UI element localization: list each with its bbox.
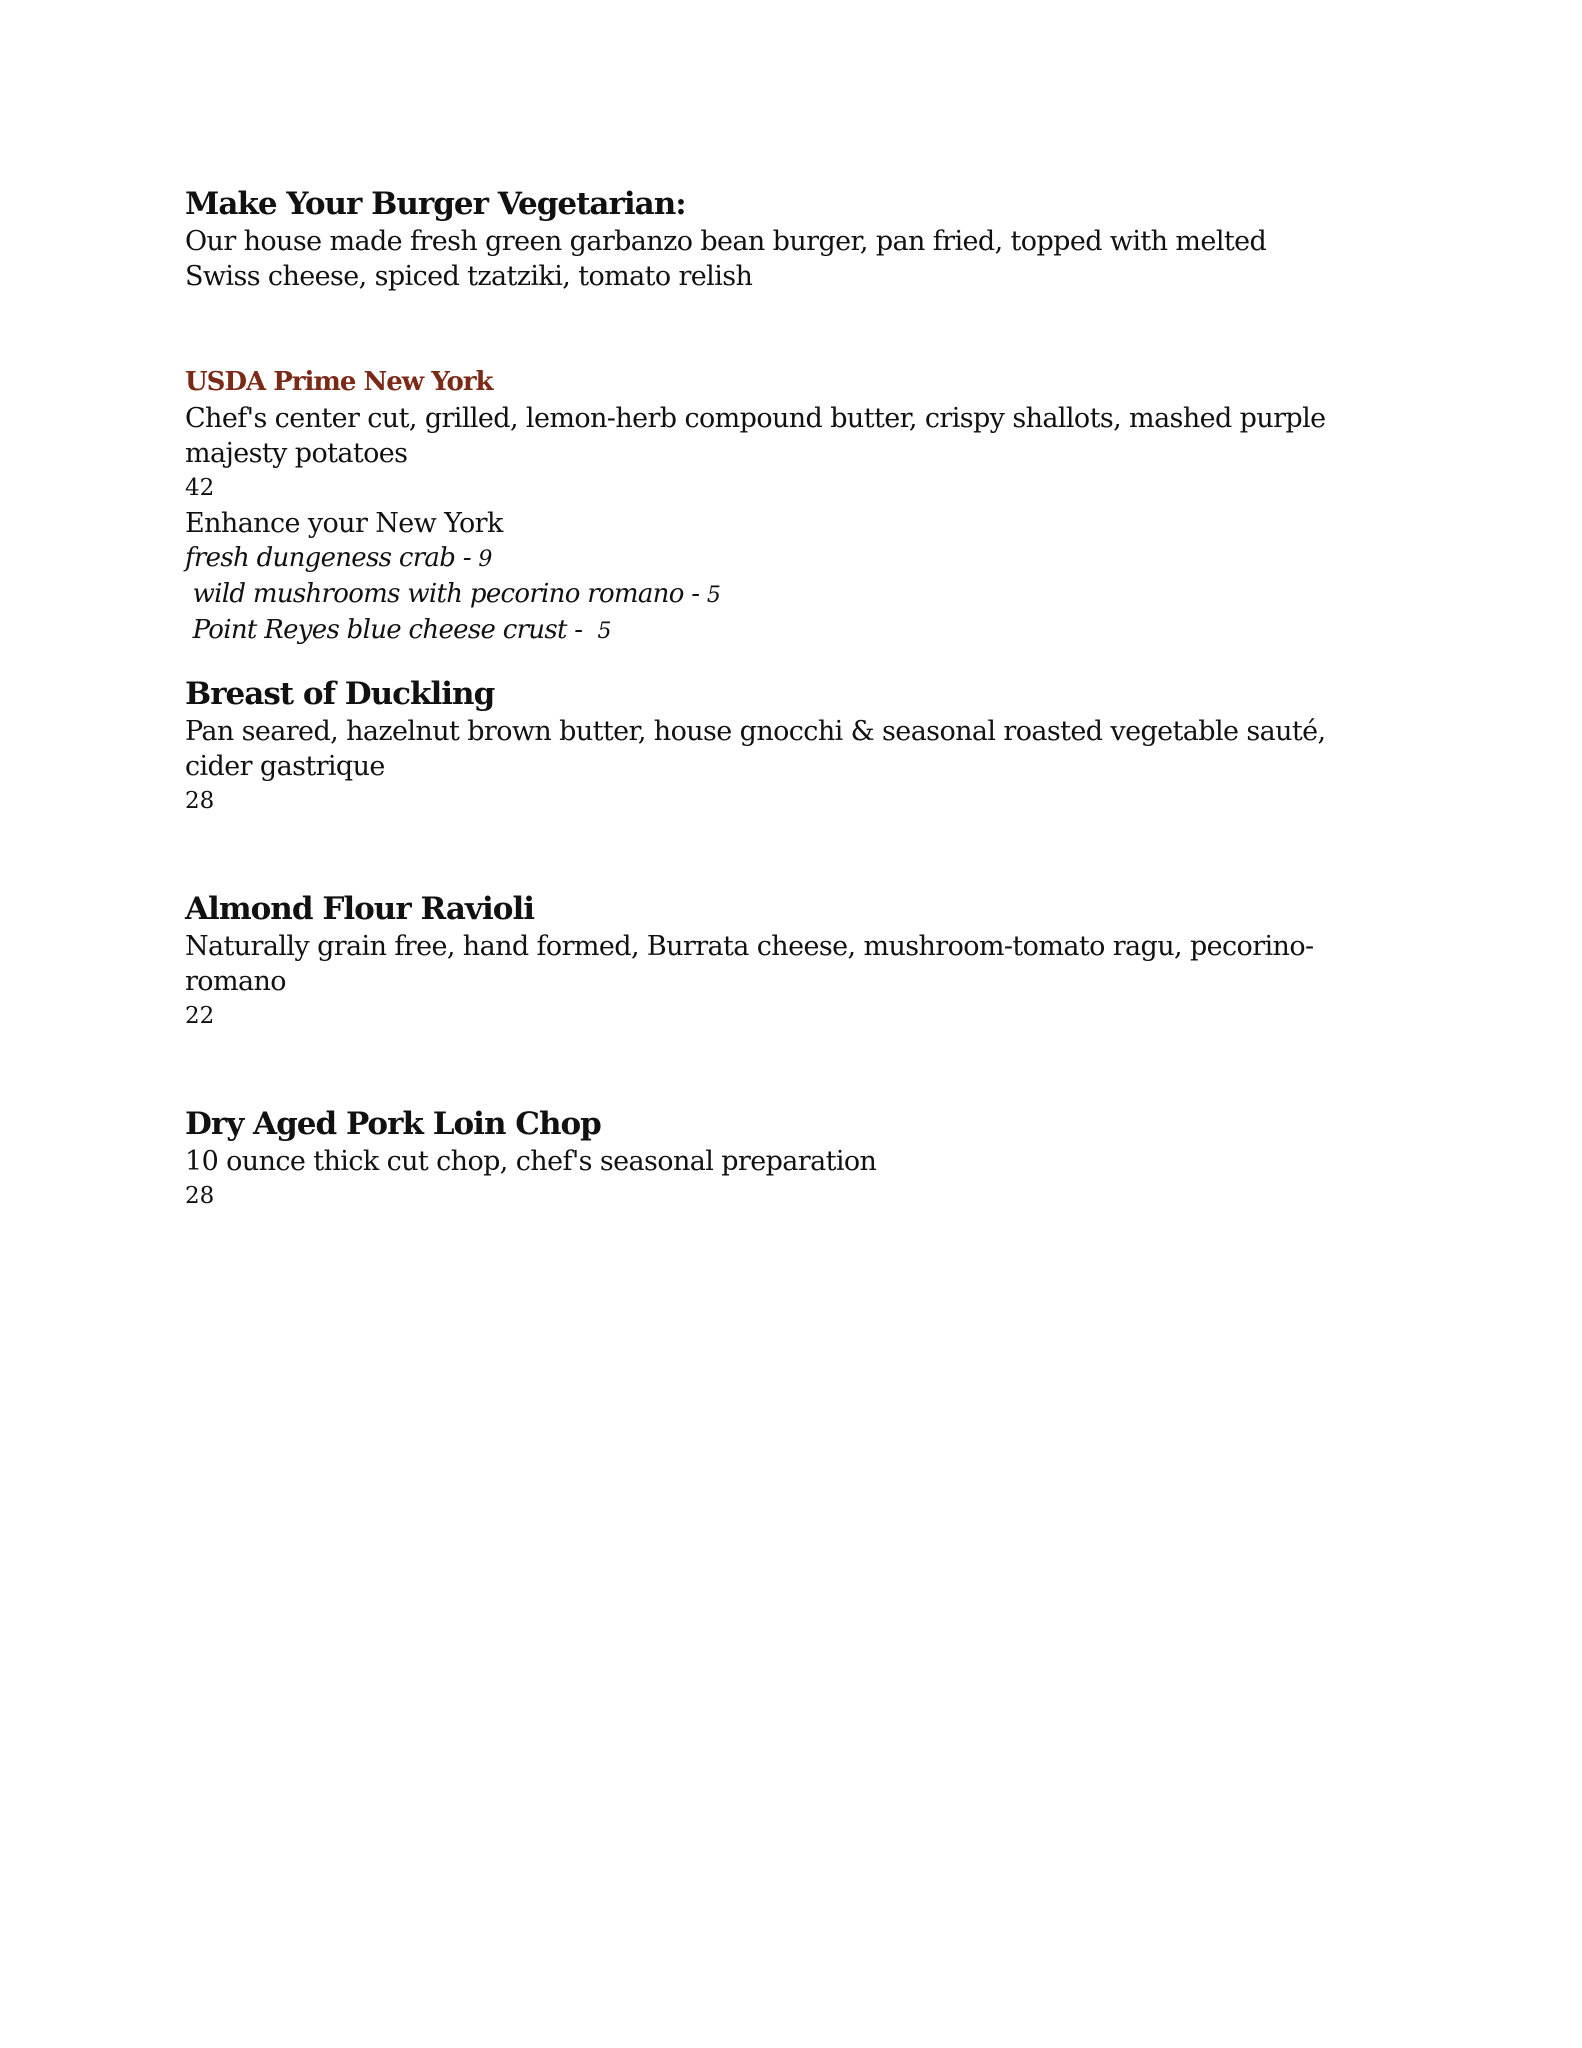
description-line: cider gastrique <box>185 751 385 782</box>
item-title: Almond Flour Ravioli <box>185 891 535 927</box>
addon-name: fresh dungeness crab - <box>185 543 479 573</box>
addon-price: 9 <box>478 547 492 572</box>
addon-dungeness-crab <box>185 541 1415 577</box>
description-line: Swiss cheese, spiced tzatziki, tomato relish <box>185 261 753 292</box>
enhance-label: Enhance your New York <box>185 508 503 539</box>
addon-name: wild mushrooms with pecorino romano - <box>185 579 707 609</box>
addon-blue-cheese-crust <box>185 613 1415 649</box>
menu-item-ravioli <box>185 889 1415 1034</box>
item-description <box>185 401 1415 471</box>
addon-price: 5 <box>706 583 721 608</box>
description-line: Chef's center cut, grilled, lemon-herb compound butter, crispy shallots, mashed purple <box>185 403 1326 434</box>
item-title: USDA Prime New York <box>185 367 493 397</box>
description-line: Pan seared, hazelnut brown butter, house gnocchi & seasonal roasted vegetable sauté, <box>185 716 1326 747</box>
item-description <box>185 224 1415 294</box>
addon-name: Point Reyes blue cheese crust - <box>185 615 598 645</box>
item-price: 42 <box>185 475 215 501</box>
item-price: 22 <box>185 1003 215 1029</box>
item-title: Breast of Duckling <box>185 676 495 712</box>
description-line: 10 ounce thick cut chop, chef's seasonal preparation <box>185 1146 877 1177</box>
description-line: Our house made fresh green garbanzo bean burger, pan fried, topped with melted <box>185 226 1267 257</box>
description-line: majesty potatoes <box>185 438 408 469</box>
item-title: Dry Aged Pork Loin Chop <box>185 1106 601 1142</box>
menu-item-vegetarian-burger <box>185 184 1415 294</box>
item-description <box>185 929 1415 999</box>
addon-wild-mushrooms <box>185 577 1415 613</box>
item-price: 28 <box>185 1183 215 1209</box>
item-title: Make Your Burger Vegetarian: <box>185 186 686 222</box>
item-price: 28 <box>185 788 215 814</box>
menu-item-pork-chop <box>185 1104 1415 1214</box>
item-description <box>185 714 1415 784</box>
description-line: Naturally grain free, hand formed, Burrata cheese, mushroom-tomato ragu, pecorino- <box>185 931 1314 962</box>
menu-item-duckling <box>185 674 1415 819</box>
description-line: romano <box>185 966 286 997</box>
item-description <box>185 1144 1415 1179</box>
menu-item-new-york <box>185 365 1415 649</box>
addon-price: 5 <box>597 619 611 644</box>
